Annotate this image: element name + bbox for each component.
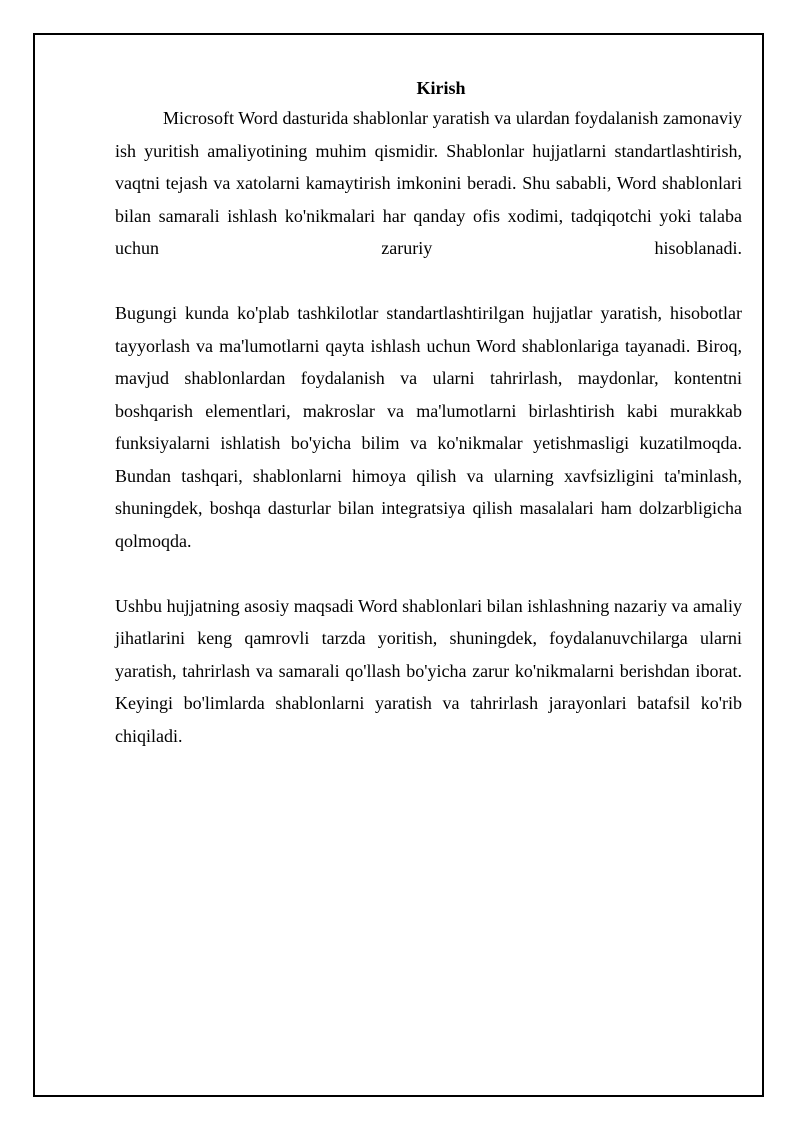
paragraph-1: Microsoft Word dasturida shablonlar yaratish va ulardan foydalanish zamonaviy ish yuritish amaliyotining muhim qismidir. Shablonlar hujjatlarni standartlashtirish, vaqtni tejash va xatolarni kamaytirish imkonini beradi. Shu sababli, Word shablonlari bilan samarali ishlash ko'nikmalari har qanday ofis xodimi, tadqiqotchi yoki talaba uchun zaruriy hisoblanadi. xyxy=(115,108,742,258)
paragraph-3: Ushbu hujjatning asosiy maqsadi Word shablonlari bilan ishlashning nazariy va amaliy jihatlarini keng qamrovli tarzda yoritish, shuningdek, foydalanuvchilarga ularni yaratish, tahrirlash va samarali qo'llash bo'yicha zarur ko'nikmalarni berishdan iborat. Keyingi bo'limlarda shablonlarni yaratish va tahrirlash jarayonlari batafsil ko'rib chiqiladi. xyxy=(115,595,742,746)
paragraph-spacer xyxy=(115,557,742,590)
document-body xyxy=(115,74,742,752)
paragraph-spacer xyxy=(115,265,742,298)
document-title: Kirish xyxy=(416,78,466,98)
paragraph-2: Bugungi kunda ko'plab tashkilotlar standartlashtirilgan hujjatlar yaratish, hisobotlar tayyorlash va ma'lumotlarni qayta ishlash uchun Word shablonlariga tayanadi. Biroq, mavjud shablonlardan foydalanish va ularni tahrirlash, maydonlar, kontentni boshqarish elementlari, makroslar va ma'lumotlarni birlashtirish kabi murakkab funksiyalarni ishlatish bo'yicha bilim va ko'nikmalar yetishmasligi kuzatilmoqda. Bundan tashqari, shablonlarni himoya qilish va ularning xavfsizligini ta'minlash, shuningdek, boshqa dasturlar bilan integratsiya qilish masalalari ham dolzarbligicha qolmoqda. xyxy=(115,303,742,551)
